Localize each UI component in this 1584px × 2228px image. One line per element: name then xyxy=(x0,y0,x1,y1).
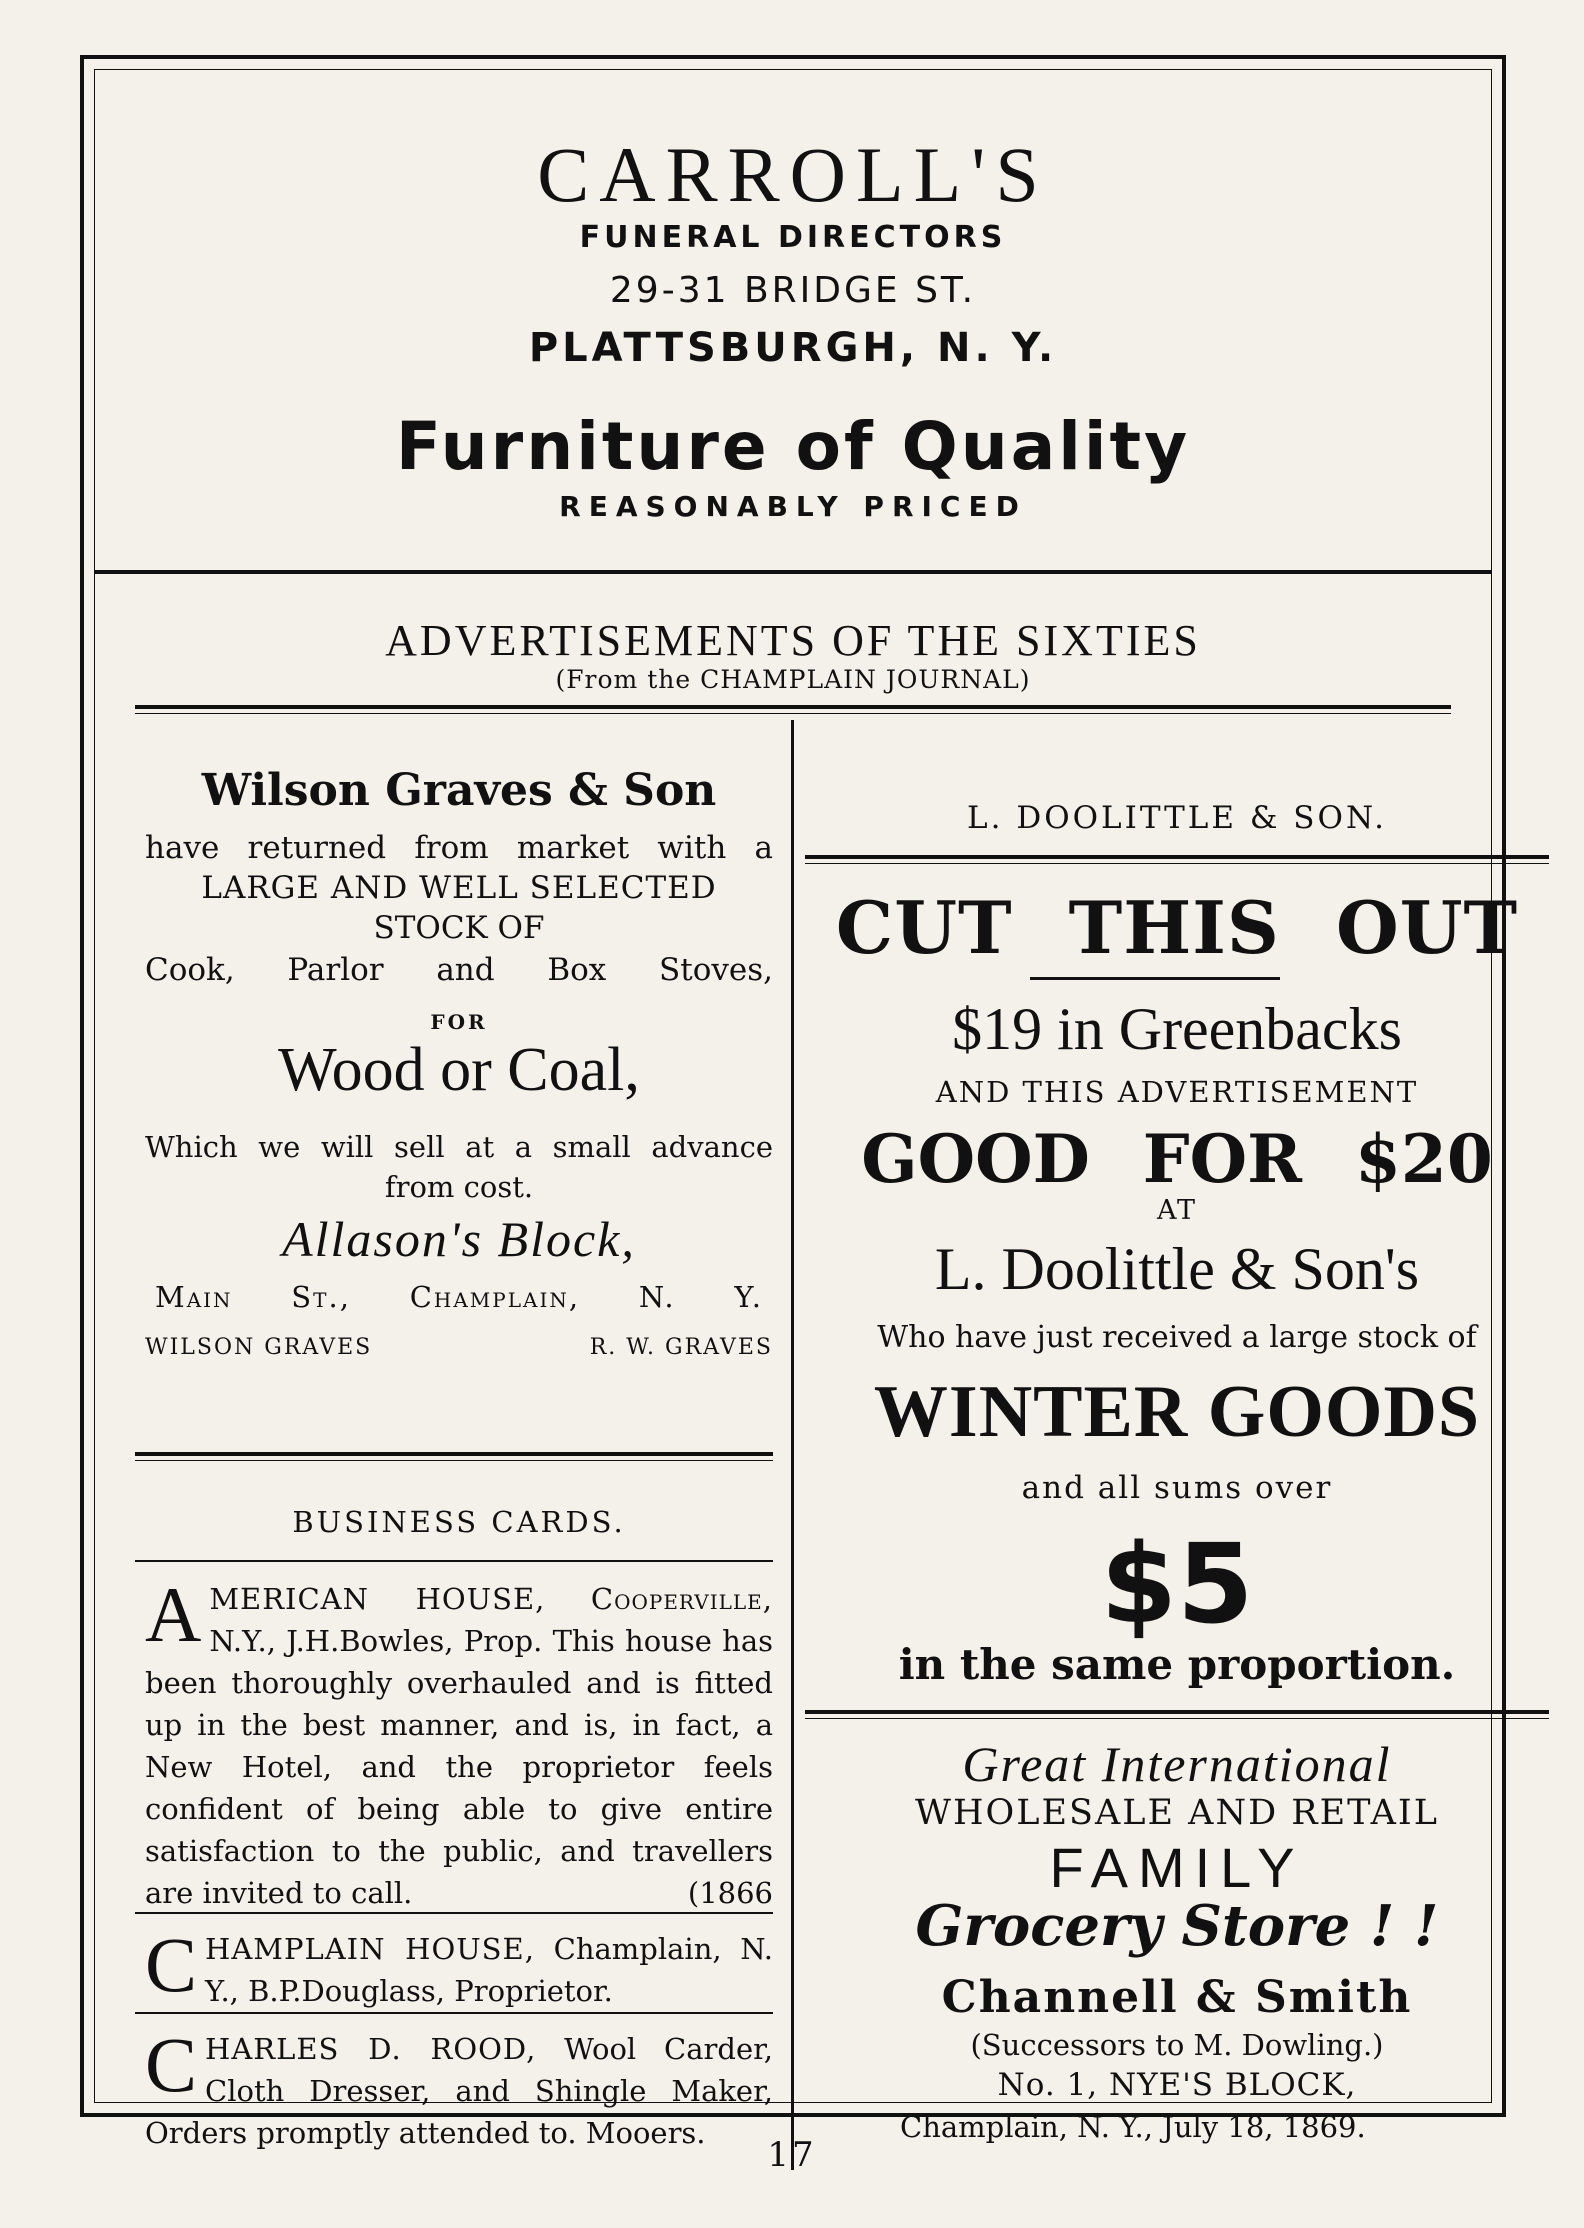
grocery-store: Grocery Store ! ! xyxy=(915,1893,1439,1959)
doolittle-five-dollars: $5 xyxy=(1100,1520,1254,1648)
doolittle-at: AT xyxy=(1156,1195,1198,1226)
page-number: 17 xyxy=(767,2135,817,2175)
card-text: N.Y., J.H.Bowles, Prop. This house has been thoroughly overhauled and is fitted up in the best manner, and is, in fact, a New Hotel, and the proprietor feels confident of being able to give entire satisfaction to the public, and travellers are invited to call. xyxy=(145,1624,773,1910)
card-lead: HARLES D. ROOD, xyxy=(205,2032,537,2066)
wilson-graves-line: from cost. xyxy=(384,1170,534,1204)
business-card xyxy=(145,1571,773,1914)
doolittle-greenbacks: $19 in Greenbacks xyxy=(952,996,1402,1062)
carrolls-tagline: REASONABLY PRICED xyxy=(559,490,1027,523)
wilson-graves-line: have returned from market with a xyxy=(145,830,773,866)
grocery-family: FAMILY xyxy=(1049,1836,1305,1899)
doolittle-sums: and all sums over xyxy=(1021,1470,1333,1506)
drop-cap: C xyxy=(145,1921,198,2008)
carrolls-subtitle: FUNERAL DIRECTORS xyxy=(579,220,1007,255)
short-rule xyxy=(1030,977,1280,980)
double-rule xyxy=(805,855,1549,864)
grocery-wholesale: WHOLESALE AND RETAIL xyxy=(915,1793,1439,1833)
divider-rule xyxy=(135,1560,773,1562)
wilson-graves-title: Wilson Graves & Son xyxy=(201,765,717,816)
wilson-graves-wood-coal: Wood or Coal, xyxy=(278,1036,640,1104)
carrolls-city: PLATTSBURGH, N. Y. xyxy=(528,325,1058,371)
drop-cap: A xyxy=(145,1571,202,1658)
wilson-graves-names xyxy=(145,1335,773,1360)
column-divider xyxy=(791,720,794,2170)
section-subtitle: (From the CHAMPLAIN JOURNAL) xyxy=(555,665,1031,694)
divider-rule xyxy=(135,1912,773,1914)
section-title: ADVERTISEMENTS OF THE SIXTIES xyxy=(385,616,1201,665)
doolittle-winter-goods: WINTER GOODS xyxy=(873,1371,1481,1453)
doolittle-header: L. DOOLITTLE & SON. xyxy=(967,800,1387,836)
card-text: Wool Carder, Cloth Dresser, and Shingle Maker, Orders promptly attended to. Mooers. xyxy=(145,2032,774,2150)
wilson-graves-line: Cook, Parlor and Box Stoves, xyxy=(145,952,773,988)
doolittle-and-ad: AND THIS ADVERTISEMENT xyxy=(935,1075,1419,1109)
wilson-graves-for: FOR xyxy=(430,1010,488,1034)
doolittle-good-for: GOOD FOR $20 xyxy=(861,1120,1493,1198)
wilson-graves-block: Allason's Block, xyxy=(282,1211,636,1267)
doolittle-proportion: in the same proportion. xyxy=(898,1640,1456,1689)
card-lead-small: Cooperville, xyxy=(590,1582,773,1616)
double-rule xyxy=(135,1452,773,1461)
page-inner-border xyxy=(94,69,1519,2150)
wilson-graves-street: Main St., Champlain, N. Y. xyxy=(155,1280,763,1314)
grocery-owners: Channell & Smith xyxy=(941,1972,1413,2023)
wilson-graves-line: STOCK OF xyxy=(373,910,545,946)
grocery-address: No. 1, NYE'S BLOCK, xyxy=(997,2067,1357,2103)
name-left: WILSON GRAVES xyxy=(145,1335,373,1360)
name-right: R. W. GRAVES xyxy=(589,1335,773,1360)
card-lead: MERICAN HOUSE, xyxy=(209,1582,546,1616)
double-rule xyxy=(805,1710,1549,1719)
grocery-successors: (Successors to M. Dowling.) xyxy=(970,2028,1384,2062)
divider-rule xyxy=(95,570,1491,574)
grocery-title: Great International xyxy=(962,1736,1392,1792)
divider-rule xyxy=(135,2012,773,2014)
drop-cap: C xyxy=(145,2021,198,2108)
business-cards-title: BUSINESS CARDS. xyxy=(292,1505,626,1539)
card-lead: HAMPLAIN HOUSE, xyxy=(205,1932,535,1966)
doolittle-cut-out: CUT THIS OUT xyxy=(835,885,1519,970)
carrolls-title: CARROLL'S xyxy=(537,131,1049,218)
carrolls-address: 29-31 BRIDGE ST. xyxy=(609,270,977,311)
doolittle-received: Who have just received a large stock of xyxy=(877,1320,1477,1355)
grocery-date: Champlain, N. Y., July 18, 1869. xyxy=(900,2110,1366,2144)
page-border xyxy=(80,55,1519,2150)
wilson-graves-line: Which we will sell at a small advance xyxy=(145,1130,773,1164)
card-text: Champlain, N. Y., B.P.Douglass, Proprietor. xyxy=(205,1932,774,2008)
card-year: (1866 xyxy=(687,1876,773,1910)
wilson-graves-line: LARGE AND WELL SELECTED xyxy=(201,870,717,906)
doolittle-store: L. Doolittle & Son's xyxy=(934,1236,1420,1302)
carrolls-slogan: Furniture of Quality xyxy=(395,408,1191,485)
double-rule xyxy=(135,705,1451,714)
business-card xyxy=(145,1921,774,2012)
